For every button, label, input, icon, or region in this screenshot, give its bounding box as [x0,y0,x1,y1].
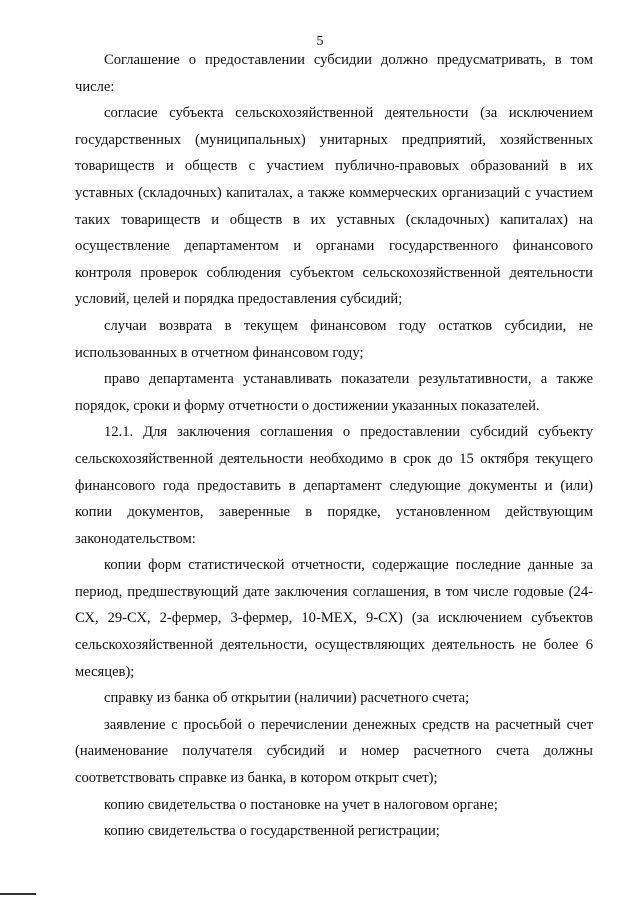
paragraph-department-right: право департамента устанавливать показатели результативности, а также порядок, сроки и форму отчетности о достижении указанных показателей. [75,371,593,414]
paragraph-consent: согласие субъекта сельскохозяйственной деятельности (за исключением государственных (муниципальных) унитарных предприятий, хозяйственных товариществ и обществ с участием публично-правовых образований в их уставных (складочных) капиталах, а также коммерческих организаций с участием таких товариществ и обществ в их уставных (складочных) капиталах) на осуществление департаментом и органами государственного финансового контроля проверок соблюдения субъектом сельскохозяйственной деятельности условий, целей и порядка предоставления субсидий; [75,105,593,308]
paragraph-statistical-forms: копии форм статистической отчетности, содержащие последние данные за период, предшествующий дате заключения соглашения, в том числе годовые (24-СХ, 29-СХ, 2-фермер, 3-фермер, 10-МЕХ, 9-СХ) (за исключением субъектов сельскохозяйственной деятельности, осуществляющих деятельность не более 6 месяцев); [75,557,593,680]
paragraph-state-registration: копию свидетельства о государственной регистрации; [104,823,440,840]
paragraph-bank-certificate: справку из банка об открытии (наличии) расчетного счета; [104,690,470,707]
paragraph-tax-registration: копию свидетельства о постановке на учет в налоговом органе; [104,796,498,813]
paragraph-agreement-intro: Соглашение о предоставлении субсидии должно предусматривать, в том числе: [75,52,593,95]
paragraph-12-1: 12.1. Для заключения соглашения о предоставлении субсидий субъекту сельскохозяйственной деятельности необходимо в срок до 15 октября текущего финансового года предоставить в департамент следующие документы и (или) копии документов, заверенные в порядке, установленном действующим законодательством: [75,424,593,547]
scan-edge-mark [0,893,36,895]
paragraph-refund-cases: случаи возврата в текущем финансовом году остатков субсидии, не использованных в отчетном финансовом году; [75,317,593,361]
document-body [75,47,593,845]
paragraph-transfer-request: заявление с просьбой о перечислении денежных средств на расчетный счет (наименование получателя субсидий и номер расчетного счета должны соответствовать справке из банка, в котором открыт счет); [75,716,593,787]
page-number: 5 [316,34,324,49]
